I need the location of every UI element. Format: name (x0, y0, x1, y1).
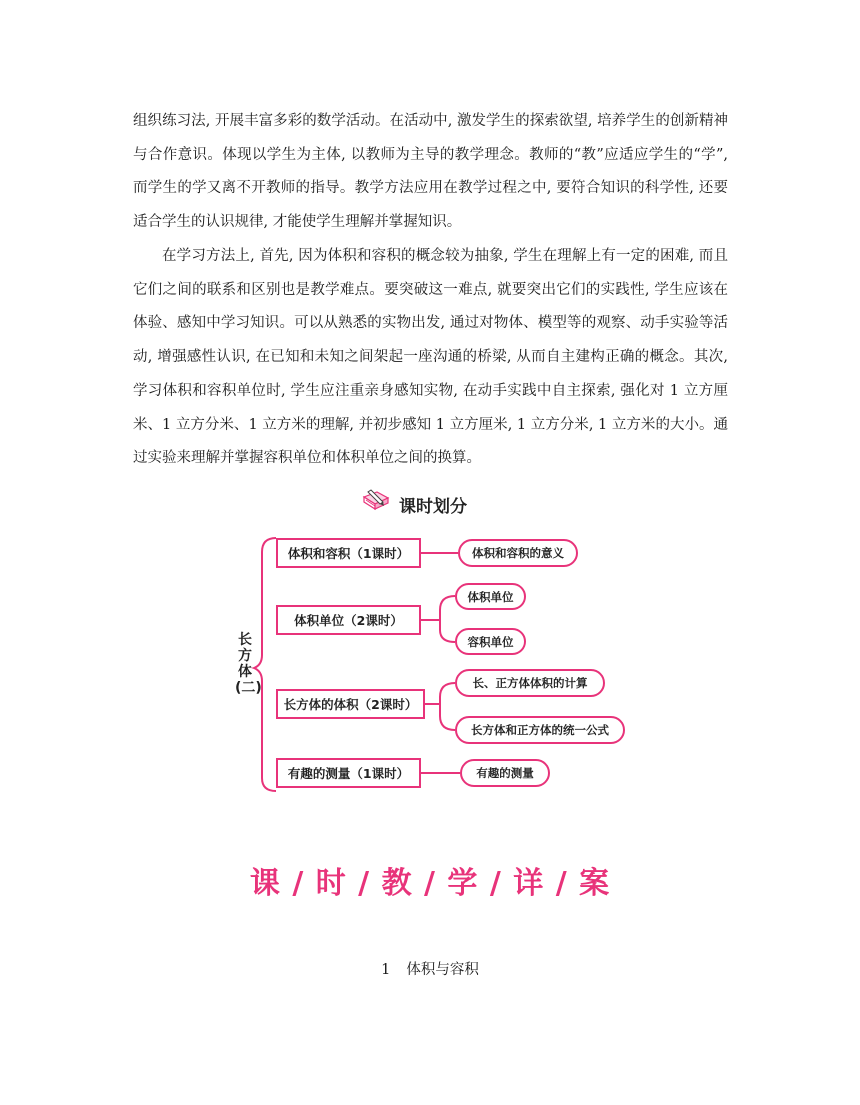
learning-method-paragraph: 在学习方法上, 首先, 因为体积和容积的概念较为抽象, 学生在理解上有一定的困难, 而且它们之间的联系和区别也是教学难点。要突破这一难点, 就要突出它们的实践性, 学生应该在体验、感知中学习知识。可以从熟悉的实物出发, 通过对物体、模型等的观察、动手实验等活动, 增强感性认识, 在已知和未知之间架起一座沟通的桥梁, 从而自主建构正确的概念。其次, 学习体积和容积单位时, 学生应注重亲身感知实物, 在动手实践中自主探索, 强化对 1 立方厘米、1 立方分米、1 立方米的理解, 并初步感知 1 立方厘米, 1 立方分米, 1 立方米的大小。通过实验来理解并掌握容积单位和体积单位之间的换算。 (133, 248, 728, 467)
pencil-notebook-icon (361, 488, 391, 520)
chapter-banner: 课 / 时 / 教 / 学 / 详 / 案 (249, 866, 611, 901)
topic-pill-volume-calculation: 长、正方体体积的计算 (455, 669, 605, 697)
lesson-box-1: 体积和容积（1课时） (276, 538, 421, 568)
topic-pill-volume-units: 体积单位 (455, 583, 526, 610)
intro-paragraph: 组织练习法, 开展丰富多彩的数学活动。在活动中, 激发学生的探索欲望, 培养学生的创新精神与合作意识。体现以学生为主体, 以教师为主导的教学理念。教师的“教”应适应学生的“学”, 而学生的学又离不开教师的指导。教学方法应用在教学过程之中, 要符合知识的科学性, 还要适合学生的认识规律, 才能使学生理解并掌握知识。 (133, 113, 728, 231)
section-title: 课时划分 (399, 496, 467, 517)
topic-pill-unified-formula: 长方体和正方体的统一公式 (455, 716, 625, 744)
topic-pill-fun-measurement: 有趣的测量 (460, 759, 550, 787)
lesson-number: 1 (381, 962, 391, 978)
lesson-subheading (0, 958, 860, 979)
lesson-box-3: 长方体的体积（2课时） (276, 689, 425, 719)
topic-pill-capacity-units: 容积单位 (455, 628, 526, 655)
lesson-box-2: 体积单位（2课时） (276, 605, 421, 635)
tree-root-label: 长方体(二) (235, 632, 262, 696)
bracket-lesson-2 (440, 596, 455, 642)
section-header (361, 488, 467, 520)
lesson-title: 体积与容积 (406, 962, 479, 978)
bracket-lesson-3 (440, 683, 455, 730)
root-brace (254, 538, 276, 791)
lesson-box-4: 有趣的测量（1课时） (276, 758, 421, 788)
topic-pill-volume-capacity-meaning: 体积和容积的意义 (458, 539, 578, 567)
